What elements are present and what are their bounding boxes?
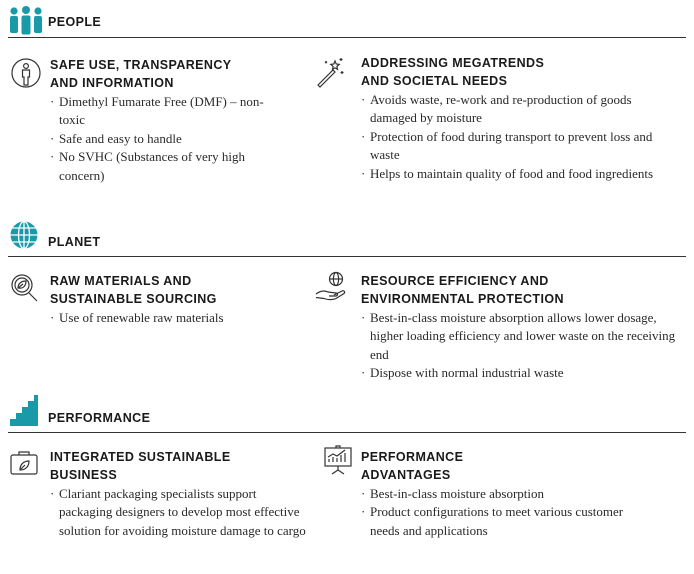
bullet-list (50, 309, 290, 327)
section-title-people: PEOPLE (48, 15, 102, 29)
briefcase-leaf-icon (8, 446, 40, 478)
section-divider (8, 256, 686, 257)
list-item: · Best-in-class moisture absorption (361, 485, 641, 503)
magic-wand-icon (314, 56, 346, 88)
leaf-magnifier-icon (8, 272, 40, 304)
list-item: · Avoids waste, re-work and re-production of goods damaged by moisture (361, 91, 656, 128)
item-megatrends (361, 54, 681, 183)
item-resource-efficiency (361, 272, 681, 383)
list-item: · Protection of food during transport to prevent loss and waste (361, 128, 656, 165)
list-item: · Dimethyl Fumarate Free (DMF) – non-toxic (50, 93, 280, 130)
item-safe-use (50, 56, 305, 185)
list-item: · Product configurations to meet various customer needs and applications (361, 503, 641, 540)
list-item: · Safe and easy to handle (50, 130, 280, 148)
bullet-list (50, 485, 308, 540)
bullet-list (361, 485, 641, 540)
globe-hand-icon (314, 270, 350, 302)
people-icon (8, 5, 44, 37)
list-item: · Clariant packaging specialists support packaging designers to develop most effective solution for avoiding moisture damage to cargo (50, 485, 308, 540)
list-item: · Use of renewable raw materials (50, 309, 290, 327)
list-item: · No SVHC (Substances of very high concern) (50, 148, 280, 185)
item-integrated-business (50, 448, 310, 540)
item-title: SAFE USE, TRANSPARENCY AND INFORMATION (50, 58, 232, 90)
bullet-list (361, 309, 676, 383)
item-title: ADDRESSING MEGATRENDS AND SOCIETAL NEEDS (361, 56, 545, 88)
section-title-planet: PLANET (48, 235, 101, 249)
list-item: · Dispose with normal industrial waste (361, 364, 676, 382)
section-divider (8, 432, 686, 433)
globe-icon (8, 219, 44, 251)
item-title: PERFORMANCE ADVANTAGES (361, 450, 464, 482)
list-item: · Helps to maintain quality of food and food ingredients (361, 165, 656, 183)
chart-presentation-icon (322, 444, 354, 476)
item-performance-advantages (361, 448, 681, 540)
section-title-performance: PERFORMANCE (48, 411, 151, 425)
item-title: RAW MATERIALS AND SUSTAINABLE SOURCING (50, 274, 217, 306)
list-item: · Best-in-class moisture absorption allows lower dosage, higher loading efficiency and lower waste on the receiving end (361, 309, 676, 364)
person-icon (10, 57, 42, 89)
bullet-list (361, 91, 656, 183)
bullet-list (50, 93, 280, 185)
item-raw-materials (50, 272, 305, 327)
section-divider (8, 37, 686, 38)
item-title: RESOURCE EFFICIENCY AND ENVIRONMENTAL PROTECTION (361, 274, 564, 306)
stairs-icon (8, 395, 44, 427)
item-title: INTEGRATED SUSTAINABLE BUSINESS (50, 450, 231, 482)
